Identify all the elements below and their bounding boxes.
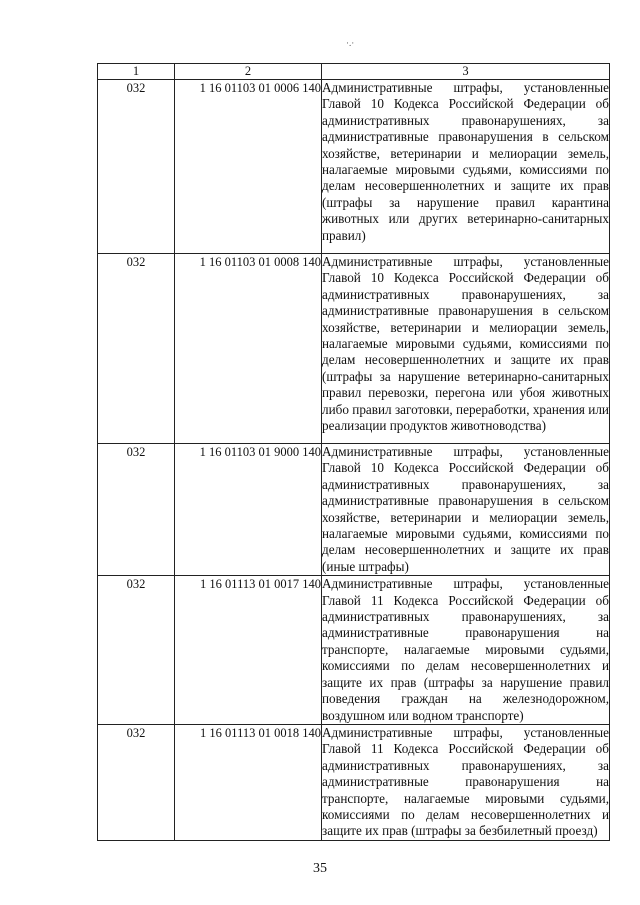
admin-code-cell: 032 — [98, 576, 175, 725]
column-header-2: 2 — [175, 64, 322, 80]
description-cell: Административные штрафы, установленные Главой 10 Кодекса Российской Федерации об административных правонарушениях, за административные правонарушения в сельском хозяйстве, ветеринарии и мелиорации земель, налагаемые мировыми судьями, комиссиями по делам несовершеннолетних и защите их прав (штрафы за нарушение ветеринарно-санитарных правил перевозки, перегона или убоя животных либо правил заготовки, переработки, хранения или реализации продуктов животноводства) — [322, 254, 610, 444]
admin-code-cell: 032 — [98, 254, 175, 444]
table-row — [98, 80, 610, 254]
budget-classification-table — [97, 63, 610, 841]
table-row — [98, 724, 610, 840]
column-header-3: 3 — [322, 64, 610, 80]
kbk-code-cell: 1 16 01113 01 0017 140 — [175, 576, 322, 725]
description-cell: Административные штрафы, установленные Главой 11 Кодекса Российской Федерации об административных правонарушениях, за административные правонарушения на транспорте, налагаемые мировыми судьями, комиссиями по делам несовершеннолетних и защите их прав (штрафы за нарушение правил поведения граждан на железнодорожном, воздушном или водном транспорте) — [322, 576, 609, 723]
table-row — [98, 254, 610, 444]
admin-code-cell: 032 — [98, 80, 175, 254]
kbk-code-cell: 1 16 01103 01 0006 140 — [175, 80, 322, 254]
admin-code-cell: 032 — [98, 724, 175, 840]
table-header-row — [98, 64, 610, 80]
description-cell: Административные штрафы, установленные Главой 11 Кодекса Российской Федерации об административных правонарушениях, за административные правонарушения на транспорте, налагаемые мировыми судьями, комиссиями по делам несовершеннолетних и защите их прав (штрафы за безбилетный проезд) — [322, 724, 609, 839]
table-row — [98, 576, 610, 725]
scan-mark: ·.· — [346, 38, 355, 48]
description-cell: Административные штрафы, установленные Главой 10 Кодекса Российской Федерации об административных правонарушениях, за административные правонарушения в сельском хозяйстве, ветеринарии и мелиорации земель, налагаемые мировыми судьями, комиссиями по делам несовершеннолетних и защите их прав (штрафы за нарушение правил карантина животных или других ветеринарно-санитарных правил) — [322, 80, 610, 254]
page-number: 35 — [313, 861, 327, 876]
kbk-code-cell: 1 16 01103 01 9000 140 — [175, 444, 322, 576]
kbk-code-cell: 1 16 01113 01 0018 140 — [175, 724, 322, 840]
table-row — [98, 444, 610, 576]
description-cell: Административные штрафы, установленные Главой 10 Кодекса Российской Федерации об административных правонарушениях, за административные правонарушения в сельском хозяйстве, ветеринарии и мелиорации земель, налагаемые мировыми судьями, комиссиями по делам несовершеннолетних и защите их прав (иные штрафы) — [322, 444, 609, 574]
kbk-code-cell: 1 16 01103 01 0008 140 — [175, 254, 322, 444]
admin-code-cell: 032 — [98, 444, 175, 576]
column-header-1: 1 — [98, 64, 175, 80]
